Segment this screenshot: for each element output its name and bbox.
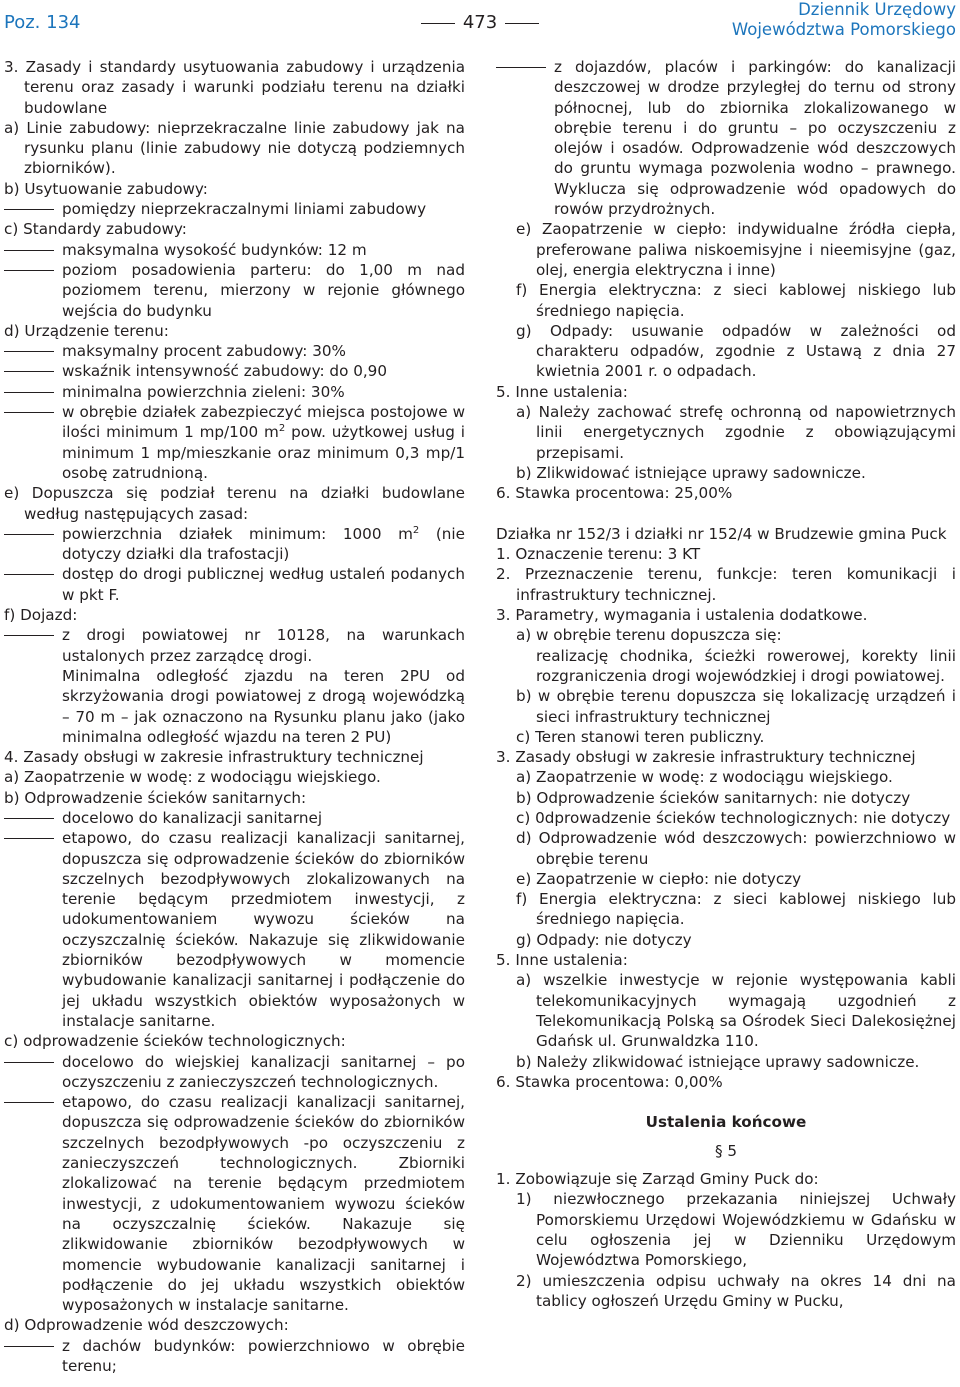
page-position: Poz. 134 <box>4 12 81 33</box>
paragraph-symbol: § 5 <box>714 1141 738 1160</box>
right-column <box>496 57 956 1311</box>
item-division: e) Dopuszcza się podział terenu na działki budowlane według następujących zasad: <box>4 484 465 523</box>
dash <box>4 412 54 413</box>
item-orchards: b) Zlikwidować istniejące uprawy sadownicze. <box>516 463 866 482</box>
section-3-infra-heading: 3. Zasady obsługi w zakresie infrastruktury technicznej <box>496 748 916 767</box>
page-number-value: 473 <box>462 12 498 33</box>
spacer <box>496 1133 956 1141</box>
obligation-item-2: 2) umieszczenia odpisu uchwały na okres 14 dni na tablicy ogłoszeń Urzędu Gminy w Pucku, <box>516 1271 956 1310</box>
dash-item: etapowo, do czasu realizacji kanalizacji sanitarnej, dopuszcza się odprowadzenie ścieków do zbiorników szczelnych bezodpływowych zlokalizowanych na terenie będącym przedmiotem inwestycji, z udokumentowaniem wywozu ścieków na oczyszczalnię ścieków. Nakazuje się zlikwidowanie zbiorników bezodpływowych w momencie wybudowanie kanalizacji sanitarnej i podłączenie do jej układu wszystkich obiektów wyposażonych w instalacje sanitarne. <box>4 828 465 1031</box>
item-orchards: b) Należy zlikwidować istniejące uprawy sadownicze. <box>516 1052 920 1071</box>
journal-title-line2: Województwa Pomorskiego <box>731 20 956 39</box>
dash-item: maksymalna wysokość budynków: 12 m <box>4 240 465 260</box>
journal-title <box>732 0 956 40</box>
dash-item: z drogi powiatowej nr 10128, na warunkach ustalonych przez zarządcę drogi. <box>4 625 465 666</box>
dash <box>4 392 54 393</box>
section-4-heading: 4. Zasady obsługi w zakresie infrastruktury technicznej <box>4 748 424 767</box>
item-allowed: a) w obrębie terenu dopuszcza się: <box>516 626 782 645</box>
dash-item: poziom posadowienia parteru: do 1,00 m nad poziomem terenu, mierzony w rejonie głównego wejścia do budynku <box>4 260 465 321</box>
parcel-heading: Działka nr 152/3 i działki nr 152/4 w Brudzewie gmina Puck <box>496 524 947 543</box>
spacer <box>496 1092 956 1112</box>
dash-item: powierzchnia działek minimum: 1000 $m^2$ (nie dotyczy działki dla trafostacji) <box>4 524 465 565</box>
section-3-heading: 3. Zasady i standardy usytuowania zabudowy i urządzenia terenu oraz zasady i warunki podziału terenu na działki budowlane <box>4 58 465 117</box>
item-telecom: a) wszelkie inwestycje w rejonie występowania kabli telekomunikacyjnych wymagają uzgodnień z Telekomunikacją Polską sa Ośrodek Sieci Dalekosiężnej Gdańsk ul. Grunwaldzka 110. <box>516 971 956 1051</box>
dash <box>4 818 54 819</box>
final-provisions-title: Ustalenia końcowe <box>645 1113 807 1132</box>
dash-item: pomiędzy nieprzekraczalnymi liniami zabudowy <box>4 199 465 219</box>
section-6-heading: 6. Stawka procentowa: 0,00% <box>496 1072 723 1091</box>
dash <box>4 635 54 636</box>
dash <box>4 250 54 251</box>
dash-item: docelowo do wiejskiej kanalizacji sanitarnej – po oczyszczeniu z zanieczyszczeń technologicznych. <box>4 1052 465 1093</box>
item-protection-zone: a) Należy zachować strefę ochronną od napowietrznych linii energetycznych zgodnie z obowiązującymi przepisami. <box>516 403 956 462</box>
item-water: a) Zaopatrzenie w wodę: z wodociągu wiejskiego. <box>516 768 893 787</box>
item-placement: b) Usytuowanie zabudowy: <box>4 179 208 198</box>
dash <box>496 67 546 68</box>
item-rainwater: d) Odprowadzenie wód deszczowych: powierzchniowo w obrębie terenu <box>516 829 956 868</box>
section-2-heading: 2. Przeznaczenie terenu, funkcje: teren komunikacji i infrastruktury technicznej. <box>496 565 956 604</box>
dash-item: w obrębie działek zabezpieczyć miejsca postojowe w ilości minimum 1 mp/100 $m^2$ pow. użytkowej usług i minimum 1 mp/mieszkanie oraz minimum 0,3 mp/1 osobę zatrudnioną. <box>4 402 465 483</box>
item-access: f) Dojazd: <box>4 606 78 625</box>
section-5-heading: 5. Inne ustalenia: <box>496 951 628 970</box>
item-sewage: b) Odprowadzenie ścieków sanitarnych: <box>4 788 307 807</box>
dash-right <box>505 23 539 24</box>
dash-item: dostęp do drogi publicznej według ustaleń podanych w pkt F. <box>4 564 465 605</box>
dash <box>4 1062 54 1063</box>
item-land-use: d) Urządzenie terenu: <box>4 321 169 340</box>
left-column <box>4 57 465 1376</box>
dash-left <box>421 23 455 24</box>
dash <box>4 574 54 575</box>
item-standards: c) Standardy zabudowy: <box>4 220 187 239</box>
item-water: a) Zaopatrzenie w wodę: z wodociągu wiejskiego. <box>4 768 381 787</box>
dash <box>4 1102 54 1103</box>
item-waste: g) Odpady: nie dotyczy <box>516 930 692 949</box>
dash-item: minimalna powierzchnia zieleni: 30% <box>4 382 465 402</box>
journal-title-line1: Dziennik Urzędowy <box>798 0 956 19</box>
section-3-params-heading: 3. Parametry, wymagania i ustalenia dodatkowe. <box>496 606 868 625</box>
dash-item: z dojazdów, placów i parkingów: do kanalizacji deszczowej w drodze przyległej do ternu od strony północnej, lub do zbiornika zlokalizowanego w obrębie terenu i do gruntu – po oczyszczeniu z olejów i osadów. Odprowadzenie wód deszczowych do gruntu wymaga pozwolenia wodno – prawnego. Wyklucza się odprowadzenie wód opadowych do rowów przydrożnych. <box>496 57 956 219</box>
item-electricity: f) Energia elektryczna: z sieci kablowej niskiego lub średniego napięcia. <box>516 281 956 320</box>
item-rainwater: d) Odprowadzenie wód deszczowych: <box>4 1316 289 1335</box>
spacer <box>496 1161 956 1169</box>
item-tech-sewage: c) odprowadzenie ścieków technologicznych: <box>4 1032 346 1051</box>
dash <box>4 838 54 839</box>
item-infrastructure: b) w obrębie terenu dopuszcza się lokalizację urządzeń i sieci infrastruktury technicznej <box>516 687 956 726</box>
dash <box>4 534 54 535</box>
section-6-heading: 6. Stawka procentowa: 25,00% <box>496 484 733 503</box>
section-1-heading: 1. Oznaczenie terenu: 3 KT <box>496 545 701 564</box>
obligation-item-1: 1) niezwłocznego przekazania niniejszej Uchwały Pomorskiemu Urzędowi Wojewódzkiemu w Gdańsku w celu ogłoszenia jej w Dzienniku Urzędowym Województwa Pomorskiego, <box>516 1190 956 1270</box>
item-heating: e) Zaopatrzenie w ciepło: indywidualne źródła ciepła, preferowane paliwa niskoemisyjne i nieemisyjne (gaz, olej, energia elektryczna i inne) <box>516 220 956 279</box>
spacer <box>496 504 956 524</box>
item-sewage: b) Odprowadzenie ścieków sanitarnych: nie dotyczy <box>516 788 911 807</box>
item-tech-sewage: c) 0dprowadzenie ścieków technologicznych: nie dotyczy <box>516 808 951 827</box>
access-note: Minimalna odległość zjazdu na teren 2PU od skrzyżowania drogi powiatowej z drogą wojewódzką – 70 m – jak oznaczono na Rysunku planu jako (jako minimalna odległość wjazdu na teren 2 PU) <box>62 666 465 746</box>
item-waste: g) Odpady: usuwanie odpadów w zależności od charakteru odpadów, zgodnie z Ustawą z dnia 27 kwietnia 2001 r. o odpadach. <box>516 321 956 381</box>
dash <box>4 351 54 352</box>
dash <box>4 371 54 372</box>
section-5-heading: 5. Inne ustalenia: <box>496 382 628 401</box>
dash-item: z dachów budynków: powierzchniowo w obrębie terenu; <box>4 1336 465 1377</box>
dash <box>4 270 54 271</box>
dash-item: wskaźnik intensywność zabudowy: do 0,90 <box>4 361 465 381</box>
dash <box>4 1346 54 1347</box>
obligation-heading: 1. Zobowiązuje się Zarząd Gminy Puck do: <box>496 1170 819 1189</box>
item-electricity: f) Energia elektryczna: z sieci kablowej niskiego lub średniego napięcia. <box>516 890 956 929</box>
dash-item: docelowo do kanalizacji sanitarnej <box>4 808 465 828</box>
item-building-lines: a) Linie zabudowy: nieprzekraczalne linie zabudowy jak na rysunku planu (linie zabudowy nie dotyczą podziemnych zbiorników). <box>4 118 465 178</box>
item-heating: e) Zaopatrzenie w ciepło: nie dotyczy <box>516 869 802 888</box>
dash <box>4 209 54 210</box>
dash-item: etapowo, do czasu realizacji kanalizacji sanitarnej, dopuszcza się odprowadzenie ścieków do zbiorników szczelnych bezodpływowych -po oczyszczeniu z zanieczyszczeń technologicznych. Zbiorniki zlokalizować na terenie będącym przedmiotem inwestycji, z udokumentowaniem wywozu ścieków na oczyszczalnię ścieków. Nakazuje się zlikwidowanie zbiorników bezodpływowych w momencie wybudowanie kanalizacji sanitarnej i podłączenie do jej układu wszystkich obiektów wyposażonych w instalacje sanitarne. <box>4 1092 465 1315</box>
item-public: c) Teren stanowi teren publiczny. <box>516 727 765 746</box>
dash-item: maksymalny procent zabudowy: 30% <box>4 341 465 361</box>
allowed-detail: realizację chodnika, ścieżki rowerowej, korekty linii rozgraniczenia drogi wojewódzkiej i drogi powiatowej. <box>536 646 956 685</box>
